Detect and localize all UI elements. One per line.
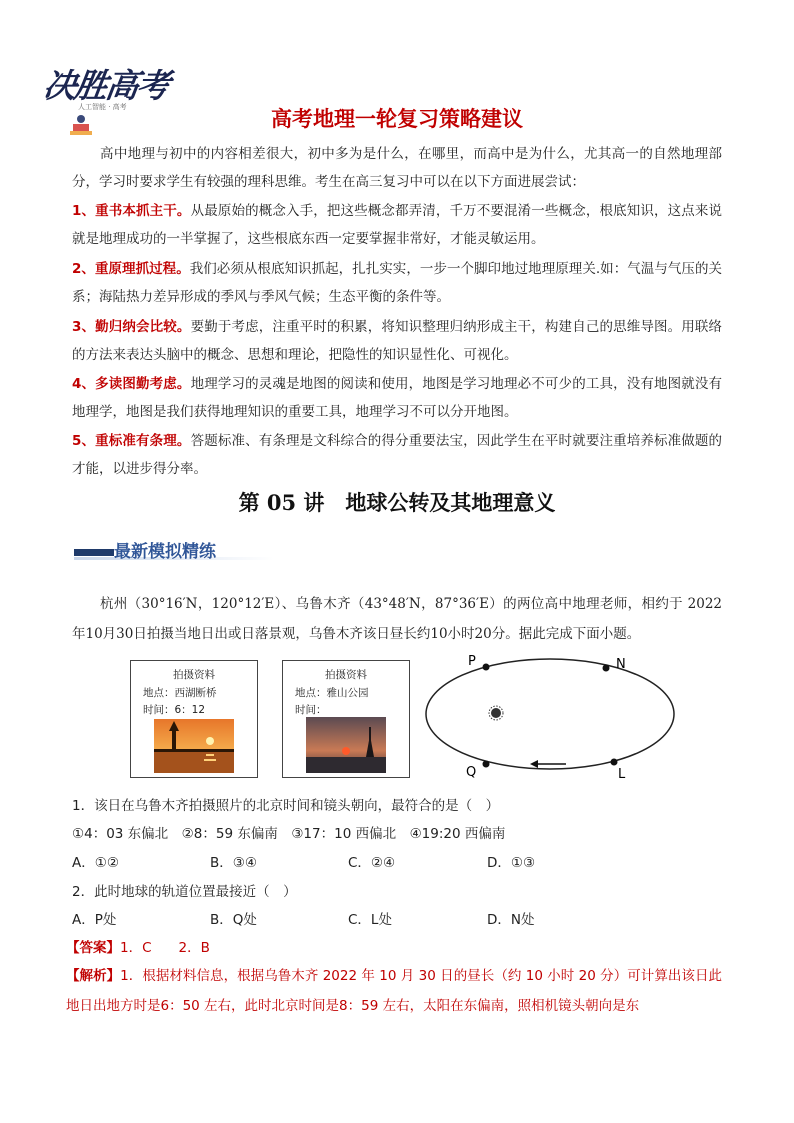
tip-body: 要勤于考虑，注重平时的积累，将知识整理归纳形成主干，构建自己的思维导图。用联络的方法来表达头脑中的概念、思想和理论，把隐性的知识显性化、可视化。 xyxy=(72,319,722,363)
question-1-stem: 1．该日在乌鲁木齐拍摄照片的北京时间和镜头朝向，最符合的是（ ） xyxy=(72,798,500,814)
orbit-label-n: N xyxy=(616,657,626,672)
logo-subtitle: 人工智能 · 高考 xyxy=(78,103,127,111)
section-header xyxy=(74,537,274,563)
analysis-text: 1．根据材料信息，根据乌鲁木齐 2022 年 10 月 30 日的昼长（约 10 小时 20 分）可计算出该日此地日出地方时是6：50 左右，此时北京时间是8：59 左右，太阳在东偏南，照相机镜头朝向是东 xyxy=(66,968,723,1014)
question-2-option-c[interactable]: C．L处 xyxy=(348,912,392,928)
tip-head: 2、重原理抓过程。 xyxy=(72,261,190,277)
answer-text: 1．C 2．B xyxy=(120,940,210,956)
orbit-point-p xyxy=(483,664,490,671)
orbit-label-l: L xyxy=(618,767,626,780)
orbit-label-p: P xyxy=(468,654,476,669)
orbit-point-l xyxy=(611,759,618,766)
tip-body: 我们必须从根底知识抓起，扎扎实实，一步一个脚印地过地理原理关.如：气温与气压的关系；海陆热力差异形成的季风与季风气候；生态平衡的条件等。 xyxy=(72,261,722,305)
sunset-photo xyxy=(306,717,386,773)
tip-head: 4、多读图勤考虑。 xyxy=(72,376,191,392)
photo-card-hangzhou xyxy=(130,660,258,778)
logo-text: 决胜高考 xyxy=(40,66,171,105)
orbit-point-n xyxy=(603,665,610,672)
tip-body: 地理学习的灵魂是地图的阅读和使用，地图是学习地理必不可少的工具，没有地图就没有地理学，地图是我们获得地理知识的重要工具，地理学习不可以分开地图。 xyxy=(72,376,722,420)
orbit-label-q: Q xyxy=(466,765,477,780)
section-title: 最新模拟精练 xyxy=(114,542,216,562)
tip-head: 5、重标准有条理。 xyxy=(72,433,191,449)
photo-card-time: 时间： xyxy=(295,704,327,716)
tip-head: 3、勤归纳会比较。 xyxy=(72,319,191,335)
answer-line xyxy=(66,936,210,956)
photo-card-title: 拍摄资料 xyxy=(325,669,367,681)
orbit-point-q xyxy=(483,761,490,768)
lecture-title: 第 05 讲 地球公转及其地理意义 xyxy=(238,490,556,515)
sunrise-photo xyxy=(154,719,234,773)
question-2-stem: 2．此时地球的轨道位置最接近（ ） xyxy=(72,884,297,900)
question-material: 杭州（30°16′N，120°12′E）、乌鲁木齐（43°48′N，87°36′E）的两位高中地理老师，相约于 2022 年10月30日拍摄当地日出或日落景观，乌鲁木齐该日昼长约10小时20分。据此完成下面小题。 xyxy=(72,596,722,642)
photo-card-place: 地点：雅山公园 xyxy=(295,687,369,699)
earth-orbit-diagram xyxy=(420,650,684,780)
sun-icon xyxy=(489,706,503,720)
analysis-paragraph xyxy=(66,961,722,1021)
question-1-items: ①4：03 东偏北 ②8：59 东偏南 ③17：10 西偏北 ④19:20 西偏南 xyxy=(72,826,506,842)
tip-body: 答题标准、有条理是文科综合的得分重要法宝，因此学生在平时就要注重培养标准做题的才能，以进步得分率。 xyxy=(72,433,722,477)
tip-1 xyxy=(72,197,722,253)
answer-tag: 【答案】 xyxy=(66,940,120,956)
tip-head: 1、重书本抓主干。 xyxy=(72,203,191,219)
tip-4 xyxy=(72,370,722,426)
question-2-option-a[interactable]: A．P处 xyxy=(72,912,117,928)
analysis-tag: 【解析】 xyxy=(66,968,121,984)
photo-card-urumqi xyxy=(282,660,410,778)
question-1-option-a[interactable]: A．①② xyxy=(72,855,119,871)
section-bar xyxy=(74,549,114,556)
question-1-option-c[interactable]: C．②④ xyxy=(348,855,396,871)
photo-card-title: 拍摄资料 xyxy=(173,669,215,681)
question-1-option-d[interactable]: D．①③ xyxy=(487,855,536,871)
question-2-option-b[interactable]: B．Q处 xyxy=(210,912,257,928)
photo-card-time: 时间：6：12 xyxy=(143,704,206,716)
tip-2 xyxy=(72,255,722,311)
intro-paragraph: 高中地理与初中的内容相差很大，初中多为是什么，在哪里，而高中是为什么，尤其高一的自然地理部分，学习时要求学生有较强的理科思维。考生在高三复习中可以在以下方面进展尝试： xyxy=(72,146,722,190)
orbit-ellipse xyxy=(426,659,674,769)
question-2-option-d[interactable]: D．N处 xyxy=(487,912,535,928)
question-1-option-b[interactable]: B．③④ xyxy=(210,855,257,871)
tip-body: 从最原始的概念入手，把这些概念都弄清，千万不要混淆一些概念，根底知识，这点来说就是地理成功的一半掌握了，这些根底东西一定要掌握非常好，才能灵敏运用。 xyxy=(72,203,722,247)
photo-card-place: 地点：西湖断桥 xyxy=(143,687,217,699)
direction-arrow-icon xyxy=(530,760,566,768)
tip-5 xyxy=(72,427,722,483)
tip-3 xyxy=(72,313,722,369)
page-title: 高考地理一轮复习策略建议 xyxy=(271,107,523,131)
